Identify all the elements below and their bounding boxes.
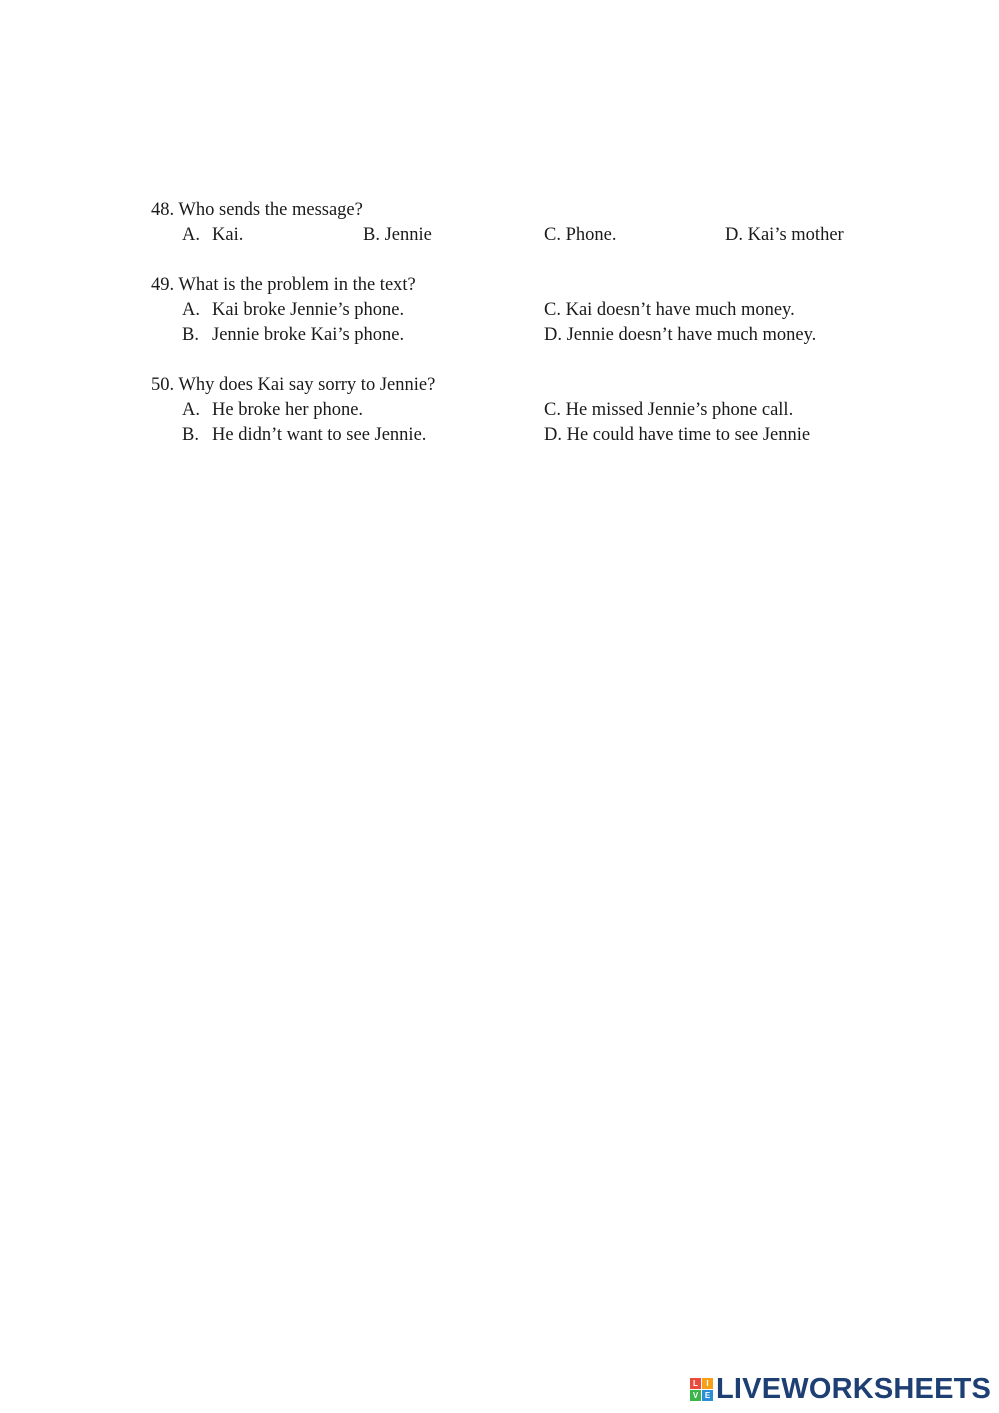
- option-text: Kai broke Jennie’s phone.: [212, 300, 405, 320]
- option-letter: A.: [182, 400, 200, 420]
- question-50-stem: 50. Why does Kai say sorry to Jennie?: [151, 375, 436, 395]
- question-49-option-a[interactable]: [182, 298, 404, 323]
- option-letter: B.: [182, 325, 199, 345]
- question-48-option-b[interactable]: B. Jennie: [363, 225, 432, 245]
- logo-block-i: I: [702, 1378, 713, 1389]
- logo-blocks-icon: [690, 1378, 713, 1401]
- option-text: Kai.: [212, 225, 244, 245]
- option-letter: A.: [182, 225, 200, 245]
- question-49-stem: 49. What is the problem in the text?: [151, 275, 416, 295]
- liveworksheets-logo: [690, 1372, 991, 1406]
- option-text: Jennie broke Kai’s phone.: [212, 325, 405, 345]
- option-letter: A.: [182, 300, 200, 320]
- logo-block-e: E: [702, 1390, 713, 1401]
- question-49-option-d[interactable]: D. Jennie doesn’t have much money.: [544, 325, 817, 345]
- option-text: He didn’t want to see Jennie.: [212, 425, 427, 445]
- question-48-stem: 48. Who sends the message?: [151, 200, 363, 220]
- question-50-option-d[interactable]: D. He could have time to see Jennie: [544, 425, 811, 445]
- question-48-option-d[interactable]: D. Kai’s mother: [725, 225, 844, 245]
- logo-text: LIVEWORKSHEETS: [716, 1372, 992, 1405]
- question-49-option-b[interactable]: [182, 323, 404, 348]
- question-49-option-c[interactable]: C. Kai doesn’t have much money.: [544, 300, 795, 320]
- option-letter: B.: [182, 425, 199, 445]
- question-48-option-a[interactable]: [182, 223, 243, 248]
- question-48-option-c[interactable]: C. Phone.: [544, 225, 617, 245]
- logo-block-v: V: [690, 1390, 701, 1401]
- question-50-option-a[interactable]: [182, 398, 363, 423]
- option-text: He broke her phone.: [212, 400, 364, 420]
- logo-block-l: L: [690, 1378, 701, 1389]
- question-50-option-c[interactable]: C. He missed Jennie’s phone call.: [544, 400, 794, 420]
- question-50-option-b[interactable]: [182, 423, 426, 448]
